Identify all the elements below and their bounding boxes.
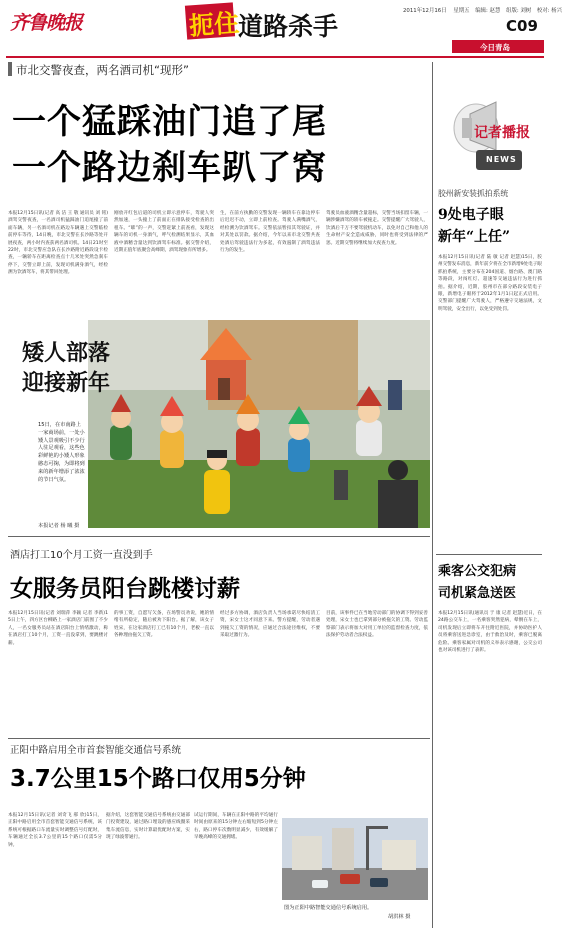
photo-caption: 15日，在市南路上一家商场前，一处小矮人景观吸引不少行人驻足观看，这些色彩鲜艳的小矮人形象憨态可掬，为即将到来的新年增添了浓浓的节日气氛。 bbox=[38, 422, 85, 483]
brief1-headline1: 9处电子眼 bbox=[438, 207, 504, 223]
story2 bbox=[8, 536, 430, 736]
story1-col3: 生，在前方执勤的交警发现一辆轿车在靠边停车后迟迟不动，立即上前检查。驾驶人满嘴酒气，经检测为饮酒驾车。交警依法暂扣其驾驶证，并对其处以罚款。据介绍，今年以来市北交警共查处酒后驾驶违法行为多起，有效遏制了酒驾违法行为的发生。 bbox=[220, 211, 320, 254]
story2-col3: 经过多方协调，酒店负责人当场承诺尽快结清工资，宋女士这才同意下来。警方提醒，劳动者遇到拖欠工资的情况，应通过合法途径维权，不要采取过激行为。 bbox=[220, 611, 320, 639]
date: 2011年12月16日 bbox=[403, 8, 447, 14]
reporter-logo bbox=[442, 88, 542, 178]
story2-kicker: 酒店打工10个月工资一直没到手 bbox=[10, 550, 153, 561]
story1-headline1: 一个猛踩油门追了尾 bbox=[12, 102, 327, 142]
story1-kicker: 市北交警夜查，两名酒司机“现形” bbox=[16, 63, 189, 77]
story3-headline: 3.7公里15个路口仅用5分钟 bbox=[10, 766, 306, 792]
story2-headline: 女服务员阳台跳楼讨薪 bbox=[10, 575, 240, 602]
traffic-photo bbox=[282, 818, 428, 900]
masthead bbox=[0, 0, 562, 60]
story3-col1: 本报12月15日讯(记者 刘奇飞 郝 欣)15日，正阳中路启用全市首套智能交通信号系统，该系统可根据路口车流量实时调整信号灯配时，车辆通过全长3.7公里的15个路口仅需5分钟。 bbox=[8, 813, 102, 848]
newspaper-logo: 齐鲁晚报 bbox=[10, 12, 83, 34]
strap-tag: 扼住 bbox=[188, 8, 241, 41]
photo-title1: 矮人部落 bbox=[22, 340, 111, 366]
checker: 校对: 杨兴 bbox=[536, 8, 562, 14]
dwarf-photo bbox=[88, 320, 430, 528]
photo-title2: 迎接新年 bbox=[22, 370, 111, 396]
story3-kicker: 正阳中路启用全市首套智能交通信号系统 bbox=[10, 745, 182, 756]
story2-col1: 本报12月15日讯(记者 刘瑞萍 李颖 记者 李新)15日上午，四方区台柳路上一家酒店门前围了不少人，一名女服务员站在酒店阳台上情绪激动，称在酒店打工10个月，工资一直没拿到，要跳楼讨薪。 bbox=[8, 611, 108, 646]
masthead-meta bbox=[403, 6, 562, 14]
brief2-headline1: 乘客公交犯病 bbox=[438, 564, 517, 579]
story1-col1: 本报12月15日讯(记者 高 洁 王 敬 通讯员 刘 铭)酒驾交警夜查，一名酒司机猛踩油门追尾撞了前面车辆，另一名酒司机在路边车辆遇上交警临检前停车等待，14日晚，市北交警在长沙路等处开展夜查，两小时内查获两名酒司机。14日21时至22时，市北交警应急队在长沙路附近路段设卡检查，一辆轿车在距离检查点十几米处突然急刹车停下，交警立即上前，发现司机满身酒气，经检测为饮酒驾车，将其带回处理。 bbox=[8, 211, 108, 276]
brief-divider bbox=[436, 554, 542, 555]
strap-title: 道路杀手 bbox=[238, 12, 339, 41]
story3-col2: 据介绍，这套智能交通信号系统由交通部门投资建设，通过路口埋设的感应线圈采集车流信息，实时计算最优配时方案，实现了绿波带通行。 bbox=[106, 813, 190, 841]
story1-headline2: 一个路边刹车趴了窝 bbox=[12, 148, 327, 188]
page-number: C09 bbox=[506, 17, 538, 35]
story3-col3: 试运行期间，车辆在正阳中路的平均通行时间由原来的15分钟左右缩短到5分钟左右，路口停车次数明显减少，有效缓解了早晚高峰的交通拥堵。 bbox=[194, 813, 278, 841]
brief2-body: 本报12月15日讯(通讯员 于 康 记者 赵慧)近日，在24路公交车上，一名乘客突然犯病，晕倒在车上，司机发现后立即将车开往附近医院，并协助医护人员将乘客送进急诊室，由于救治及时，乘客已脱离危险。乘客家属对司机的义举表示感谢，公交公司也对该司机进行了表彰。 bbox=[438, 611, 542, 654]
sidebar-divider bbox=[432, 62, 433, 928]
section-label: 今日青岛 bbox=[480, 43, 510, 52]
dwarf-photo-scene bbox=[88, 320, 430, 528]
designer: 组版: 刘树 bbox=[506, 8, 532, 14]
story3-photo-caption: 图为正阳中路智能交通信号系统启用。 bbox=[284, 905, 373, 911]
story2-top-rule bbox=[8, 536, 430, 537]
masthead-rule bbox=[6, 56, 544, 58]
editor: 编辑: 赵慧 bbox=[475, 8, 501, 14]
story1 bbox=[8, 62, 430, 532]
story3-photo-credit: 胡洪林 摄 bbox=[388, 914, 411, 920]
sidebar bbox=[432, 62, 546, 928]
kicker-bar bbox=[8, 62, 12, 76]
weekday: 星期五 bbox=[453, 8, 470, 14]
brief2-headline2: 司机紧急送医 bbox=[438, 586, 517, 601]
story1-col4: 驾驶员血液酒精含量超标，交警当场扣留车辆，一辆涉嫌酒驾的轿车被拖走。交警提醒广大驾驶人，饮酒后千万不要驾驶机动车，以免对自己和他人的生命财产安全造成威胁，同时也将受到法律的严惩。近期交警将继续加大夜查力度。 bbox=[326, 211, 428, 246]
photo-credit: 本报记者 杨 曦 摄 bbox=[38, 523, 80, 529]
story1-col2: 刚放开红包后道的司机立即示意停车，驾驶人突然加速，一头撞上了前面正在排队接受检查的出租车。“嘭”的一声，交警赶紧上前查看，发现这辆车的司机一身酒气，呼气检测结果显示，其血液中酒精含量达到饮酒驾车标准。据交警介绍，近期正值年底聚会高峰期，酒驾现象有所增多。 bbox=[114, 211, 214, 254]
brief1-kicker: 胶州新安装抓拍系统 bbox=[438, 189, 509, 198]
story3-top-rule bbox=[8, 738, 430, 739]
story3 bbox=[8, 738, 430, 928]
traffic-photo-scene bbox=[282, 818, 428, 900]
story2-col4: 目前，该事件已在当地劳动部门的协调下得到妥善处理，宋女士也已拿到部分被拖欠的工资。劳动监察部门表示将加大对用工单位的监督检查力度，依法保护劳动者合法权益。 bbox=[326, 611, 428, 639]
reporter-logo-text: 记者播报 bbox=[474, 125, 530, 141]
brief1-body: 本报12月15日讯(记者 陆 敏 记者 赵慧)15日，胶州交警发布消息，新年前夕将在全市新增9处电子眼抓拍系统，主要分布在204国道、烟台路、澳门路等路段，对闯红灯、超速等交通违法行为进行抓拍。据介绍，近期，胶州市在部分路段安装电子眼，新增电子眼将于2012年1月1日起正式启用。交警部门提醒广大驾驶人，严格遵守交通法规，文明驾驶，安全出行，以免受到处罚。 bbox=[438, 255, 542, 312]
story2-col2: 的事工资，自愿写欠条，在场警员劝说，她的情绪有所稳定，随后被劝下阳台。据了解，该女子姓宋，在这家酒店打工已有10个月，老板一直以各种理由拖欠工资。 bbox=[114, 611, 214, 639]
news-label: NEWS bbox=[486, 155, 517, 164]
brief1-headline2: 新年“上任” bbox=[438, 229, 511, 245]
